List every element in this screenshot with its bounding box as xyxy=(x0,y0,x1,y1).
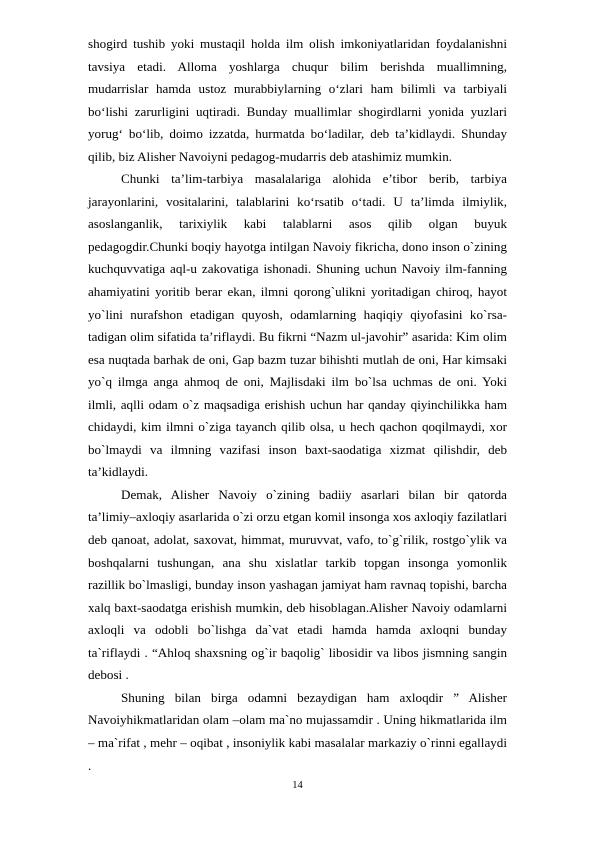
page-number: 14 xyxy=(292,780,303,791)
paragraph-1: shogird tushib yoki mustaqil holda ilm olish imkoniyatlaridan foydalanishni tavsiya etadi. Alloma yoshlarga chuqur bilim berishda muallimning, mudarrislar hamda ustoz murabbiylarning o‘zlari ham bilimli va tarbiyali bo‘lishi zarurligini uqtiradi. Bunday muallimlar shogirdlarni yonida yuzlari yorug‘ bo‘lib, doimo izzatda, hurmatda bo‘ladilar, deb ta’kidlaydi. Shunday qilib, biz Alisher Navoiyni pedagog-mudarris deb atashimiz mumkin. xyxy=(88,36,507,164)
paragraph-3: Demak, Alisher Navoiy o`zining badiiy asarlari bilan bir qatorda ta’limiy–axloqiy asarlarida o`zi orzu etgan komil insonga xos axloqiy fazilatlari deb qanoat, adolat, saxovat, himmat, muruvvat, vafo, to`g`rilik, rostgo`ylik va boshqalarni tushungan, ana shu xislatlar tarkib topgan insonga yomonlik razillik bo`lmasligi, bunday inson yashagan jamiyat ham ravnaq topishi, barcha xalq baxt-saodatga erishish mumkin, deb hisoblagan.Alisher Navoiy odamlarni axloqli va odobli bo`lishga da`vat etadi hamda hamda axloqni bunday ta`riflaydi . “Ahloq shaxsning og`ir baqolig` libosidir va libos jismning sangin debosi . xyxy=(88,486,507,683)
body-text xyxy=(88,33,507,777)
paragraph-2: Chunki ta’lim-tarbiya masalalariga alohida e’tibor berib, tarbiya jarayonlarini, vositalarini, talablarini ko‘rsatib o‘tadi. U ta’limda ilmiylik, asoslanganlik, tarixiylik kabi talablarni asos qilib olgan buyuk pedagogdir.Chunki boqiy hayotga intilgan Navoiy fikricha, dono inson o`zining kuchquvvatiga aql-u zakovatiga ishonadi. Shuning uchun Navoiy ilm-fanning ahamiyatini yoritib berar ekan, ilmni qorong`ulikni yoritadigan chiroq, hayot yo`lini nurafshon etadigan quyosh, odamlarning haqiqiy qiyofasini ko`rsa-tadigan olim sifatida ta’riflaydi. Bu fikrni “Nazm ul-javohir” asarida: Kim olim esa nuqtada barhak de oni, Gap bazm tuzar bihishti mutlah de oni, Har kimsaki yo`q ilmga anga ahmoq de oni, Majlisdaki ilm bo`lsa uchmas de oni. Yoki ilmli, aqlli odam o`z maqsadiga erishish uchun har qanday qiyinchilikka ham chidaydi, kim ilmni o`ziga tayanch qilib olsa, u hech qachon qoqilmaydi, xor bo`lmaydi va ilmning vazifasi inson baxt-saodatiga xizmat qilishdir, deb ta’kidlaydi. xyxy=(88,171,507,480)
paragraph-4: Shuning bilan birga odamni bezaydigan ham axloqdir ” Alisher Navoiyhikmatlaridan olam –olam ma`no mujassamdir . Uning hikmatlarida ilm – ma`rifat , mehr – oqibat , insoniylik kabi masalalar markaziy o`rinni egallaydi . xyxy=(88,689,507,773)
